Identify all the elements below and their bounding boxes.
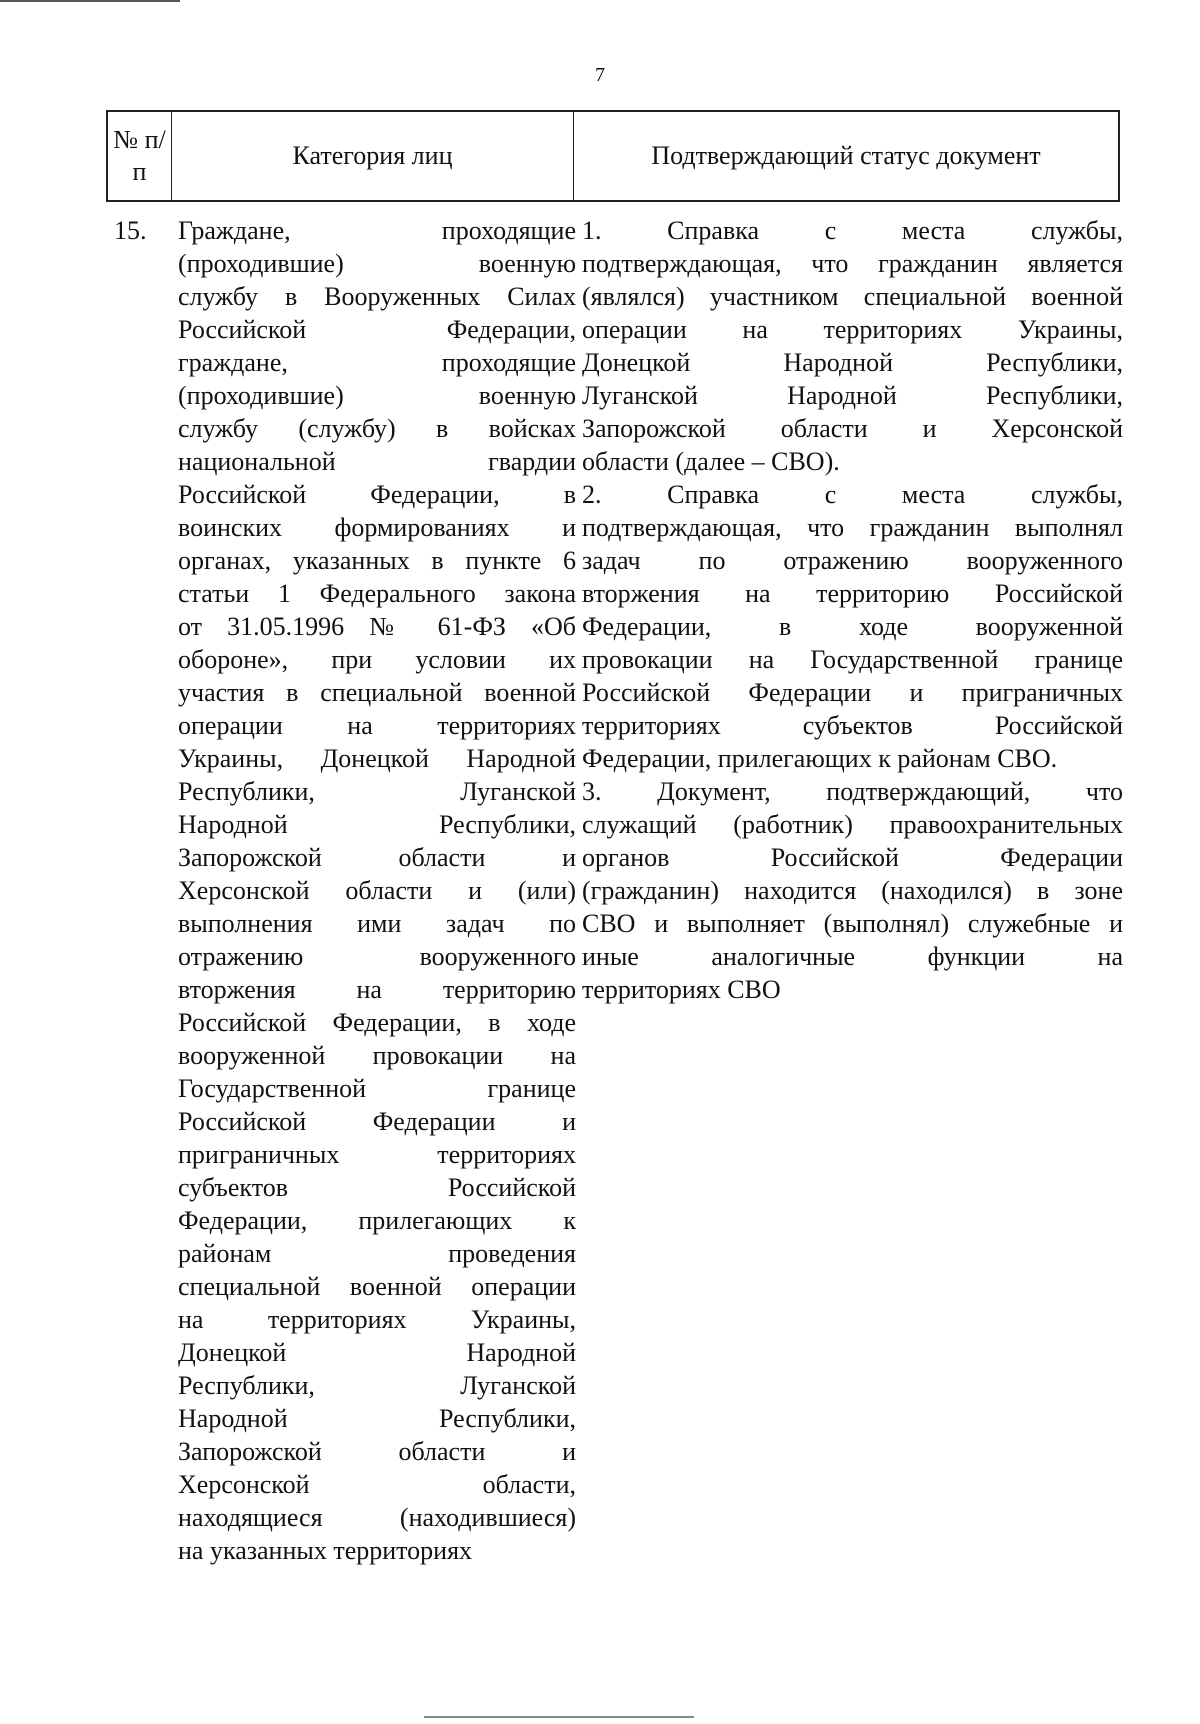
document-text-line: служащий (работник) правоохранительных	[582, 810, 1123, 839]
document-text-line: операции на территориях Украины,	[582, 315, 1123, 344]
category-text-line: Народной Республики,	[178, 810, 576, 839]
category-text-line: Российской Федерации, в	[178, 480, 576, 509]
category-text-line: вооруженной провокации на	[178, 1041, 576, 1070]
category-text-line: находящиеся (находившиеся)	[178, 1503, 576, 1532]
document-text-line: области (далее – СВО).	[582, 447, 840, 476]
table-header	[106, 110, 1120, 202]
category-text-line: (проходившие) военную	[178, 381, 576, 410]
category-text-line: приграничных территориях	[178, 1140, 576, 1169]
category-text-line: (проходившие) военную	[178, 249, 576, 278]
document-text-line: вторжения на территорию Российской	[582, 579, 1123, 608]
scan-artifact-bottom	[424, 1716, 694, 1718]
category-text-line: от 31.05.1996 № 61-ФЗ «Об	[178, 612, 576, 641]
document-text-line: территориях СВО	[582, 975, 781, 1004]
category-text-line: обороне», при условии их	[178, 645, 576, 674]
category-text-line: Херсонской области,	[178, 1470, 576, 1499]
document-text-line: Федерации, прилегающих к районам СВО.	[582, 744, 1058, 773]
document-text-line: 2. Справка с места службы,	[582, 480, 1123, 509]
category-text-line: Украины, Донецкой Народной	[178, 744, 576, 773]
document-text-line: Донецкой Народной Республики,	[582, 348, 1123, 377]
header-category: Категория лиц	[172, 112, 574, 200]
category-text-line: Федерации, прилегающих к	[178, 1206, 576, 1235]
document-text-line: подтверждающая, что гражданин является	[582, 249, 1123, 278]
document-text-line: задач по отражению вооруженного	[582, 546, 1123, 575]
document-text-line: провокации на Государственной границе	[582, 645, 1123, 674]
document-text-line: Федерации, в ходе вооруженной	[582, 612, 1123, 641]
category-text-line: районам проведения	[178, 1239, 576, 1268]
document-text-line: (гражданин) находится (находился) в зоне	[582, 876, 1123, 905]
document-text-line: подтверждающая, что гражданин выполнял	[582, 513, 1123, 542]
category-text-line: Запорожской области и	[178, 1437, 576, 1466]
document-text-line: Российской Федерации и приграничных	[582, 678, 1123, 707]
document-cell	[582, 214, 1123, 1006]
category-text-line: Донецкой Народной	[178, 1338, 576, 1367]
category-text-line: операции на территориях	[178, 711, 576, 740]
category-text-line: Государственной границе	[178, 1074, 576, 1103]
page-number: 7	[595, 64, 605, 86]
document-text-line: территориях субъектов Российской	[582, 711, 1123, 740]
category-text-line: граждане, проходящие	[178, 348, 576, 377]
category-text-line: Народной Республики,	[178, 1404, 576, 1433]
document-text-line: 1. Справка с места службы,	[582, 216, 1123, 245]
document-text-line: органов Российской Федерации	[582, 843, 1123, 872]
category-cell	[178, 214, 576, 1567]
category-text-line: на территориях Украины,	[178, 1305, 576, 1334]
category-text-line: службу в Вооруженных Силах	[178, 282, 576, 311]
category-text-line: Республики, Луганской	[178, 1371, 576, 1400]
category-text-line: Запорожской области и	[178, 843, 576, 872]
header-number: № п/п	[108, 112, 172, 200]
category-text-line: Российской Федерации,	[178, 315, 576, 344]
category-text-line: Российской Федерации, в ходе	[178, 1008, 576, 1037]
category-text-line: Граждане, проходящие	[178, 216, 576, 245]
category-text-line: органах, указанных в пункте 6	[178, 546, 576, 575]
row-number: 15.	[114, 216, 147, 245]
document-text-line: Запорожской области и Херсонской	[582, 414, 1123, 443]
category-text-line: Российской Федерации и	[178, 1107, 576, 1136]
category-text-line: субъектов Российской	[178, 1173, 576, 1202]
category-text-line: воинских формированиях и	[178, 513, 576, 542]
document-text-line: иные аналогичные функции на	[582, 942, 1123, 971]
document-text-line: СВО и выполняет (выполнял) служебные и	[582, 909, 1123, 938]
category-text-line: статьи 1 Федерального закона	[178, 579, 576, 608]
category-text-line: выполнения ими задач по	[178, 909, 576, 938]
category-text-line: Республики, Луганской	[178, 777, 576, 806]
category-text-line: отражению вооруженного	[178, 942, 576, 971]
category-text-line: Херсонской области и (или)	[178, 876, 576, 905]
category-text-line: участия в специальной военной	[178, 678, 576, 707]
category-text-line: службу (службу) в войсках	[178, 414, 576, 443]
category-text-line: вторжения на территорию	[178, 975, 576, 1004]
category-text-line: национальной гвардии	[178, 447, 576, 476]
document-text-line: 3. Документ, подтверждающий, что	[582, 777, 1123, 806]
document-text-line: (являлся) участником специальной военной	[582, 282, 1123, 311]
scan-artifact-top	[0, 0, 180, 2]
category-text-line: на указанных территориях	[178, 1536, 473, 1565]
header-document: Подтверждающий статус документ	[651, 141, 1041, 170]
category-text-line: специальной военной операции	[178, 1272, 576, 1301]
document-text-line: Луганской Народной Республики,	[582, 381, 1123, 410]
